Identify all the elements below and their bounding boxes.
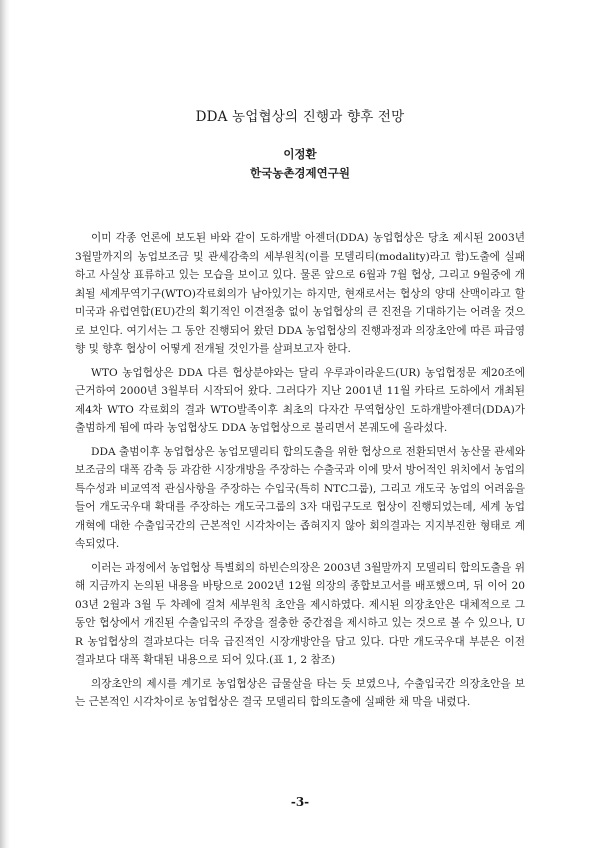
author-name: 이정환 bbox=[283, 147, 317, 161]
paragraph: WTO 농업협상은 DDA 다른 협상분야와는 달리 우루과이라운드(UR) 농업협정문 제20조에 근거하여 2000년 3월부터 시작되어 왔다. 그러다가 지난 2001년 11월 카타르 도하에서 개최된 제4차 WTO 각료회의 결과 WTO발족이후 최초의 다자간 무역협상인 도하개발아젠더(DDA)가 출범하게 됨에 따라 농업협상도 DDA 농업협상으로 불리면서 본궤도에 올라섰다. bbox=[75, 366, 525, 434]
paragraph: 이미 각종 언론에 보도된 바와 같이 도하개발 아젠더(DDA) 농업협상은 당초 제시된 2003년 3월말까지의 농업보조금 및 관세감축의 세부원칙(이를 모델리티(modality)라고 함)도출에 실패하고 사실상 표류하고 있는 모습을 보이고 있다. 물론 앞으로 6월과 7월 협상, 그리고 9월중에 개최될 세계무역기구(WTO)각료회의가 남아있기는 하지만, 현재로서는 협상의 양대 산맥이라고 할 미국과 유럽연합(EU)간의 획기적인 이견절충 없이 농업협상의 큰 진전을 기대하기는 어려울 것으로 보인다. 여기서는 그 동안 진행되어 왔던 DDA 농업협상의 진행과정과 의장초안에 따른 파급영향 및 향후 협상이 어떻게 전개될 것인가를 살펴보고자 한다. bbox=[75, 232, 525, 355]
page-number: -3- bbox=[290, 795, 310, 809]
author-organization: 한국농촌경제연구원 bbox=[250, 166, 350, 180]
document-title: DDA 농업협상의 진행과 향후 전망 bbox=[195, 109, 405, 125]
document-body bbox=[75, 229, 525, 717]
paragraph: 이러는 과정에서 농업협상 특별회의 하빈슨의장은 2003년 3월말까지 모델리티 합의도출을 위해 지금까지 논의된 내용을 바탕으로 2002년 12월 의장의 종합보고서를 배포했으며, 뒤 이어 2003년 2월과 3월 두 차례에 걸쳐 세부원칙 초안을 제시하였다. 제시된 의장초안은 대체적으로 그 동안 협상에서 개진된 수출입국의 주장을 절충한 중간점을 제시하고 있는 것으로 볼 수 있으나, UR 농업협상의 결과보다는 더욱 급진적인 시장개방안을 담고 있다. 다만 개도국우대 부분은 이전 결과보다 대폭 확대된 내용으로 되어 있다.(표 1, 2 참조) bbox=[75, 561, 525, 666]
paragraph: 의장초안의 제시를 계기로 농업협상은 급물살을 타는 듯 보였으나, 수출입국간 의장초안을 보는 근본적인 시각차이로 농업협상은 결국 모델리티 합의도출에 실패한 채 막을 내렸다. bbox=[75, 677, 525, 708]
scan-edge-shadow bbox=[0, 0, 10, 848]
paragraph: DDA 출범이후 농업협상은 농업모델리티 합의도출을 위한 협상으로 전환되면서 농산물 관세와 보조금의 대폭 감축 등 과감한 시장개방을 주장하는 수출국과 이에 맞서 방어적인 위치에서 농업의 특수성과 비교역적 관심사항을 주장하는 수입국(특히 NTC그룹), 그리고 개도국 농업의 어려움을 들어 개도국우대 확대를 주장하는 개도국그룹의 3자 대립구도로 협상이 진행되었는데, 세계 농업개혁에 대한 수출입국간의 근본적인 시각차이는 좁혀지지 않아 회의결과는 지지부진한 형태로 계속되었다. bbox=[75, 445, 525, 550]
